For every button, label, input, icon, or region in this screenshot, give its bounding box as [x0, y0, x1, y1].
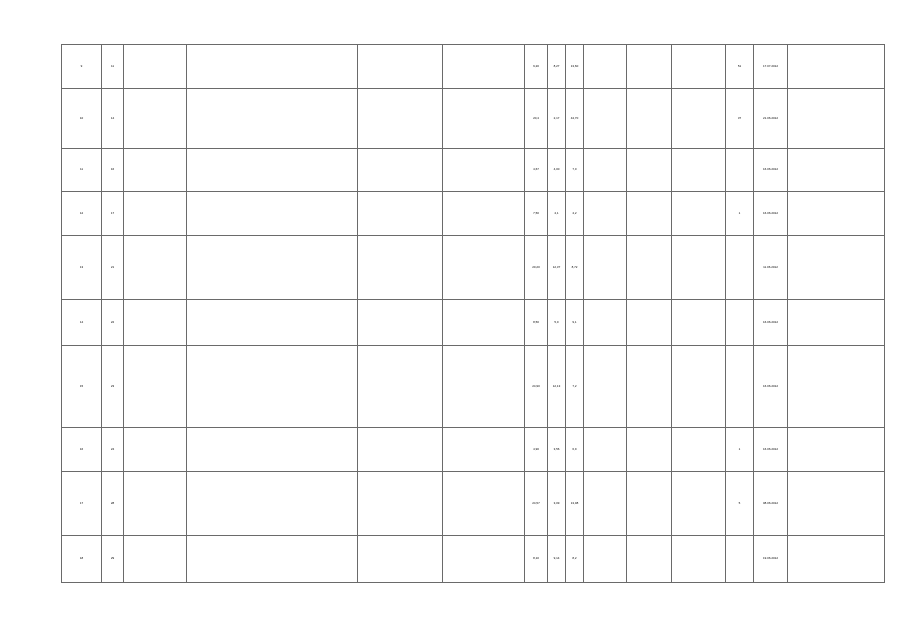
object-name-cell — [124, 300, 187, 346]
object-code-cell: 21 — [102, 236, 124, 300]
quantity-cell — [726, 236, 754, 300]
description-cell — [187, 300, 358, 346]
measure-a-cell: 8,10 — [525, 536, 548, 583]
quantity-cell: 37 — [726, 89, 754, 149]
date-cell: 16.06.2012 — [754, 428, 788, 472]
category-cell — [584, 89, 627, 149]
category-cell — [584, 236, 627, 300]
measure-c-cell: 13,08 — [566, 472, 584, 536]
measure-c-cell: 44,70 — [566, 89, 584, 149]
date-cell: 08.06.2012 — [754, 472, 788, 536]
table-body — [62, 45, 885, 583]
measure-b-cell: 9,14 — [548, 536, 566, 583]
adjacent-cell — [443, 428, 525, 472]
date-cell: 19.06.2012 — [754, 536, 788, 583]
document-reference-cell — [672, 428, 726, 472]
document-reference-cell — [672, 536, 726, 583]
quantity-cell — [726, 346, 754, 428]
boundaries-cell — [358, 536, 443, 583]
description-cell — [187, 346, 358, 428]
boundaries-cell — [358, 346, 443, 428]
object-code-cell: 17 — [102, 192, 124, 236]
object-code-cell: 23 — [102, 346, 124, 428]
adjacent-cell — [443, 300, 525, 346]
measure-a-cell: 9,20 — [525, 45, 548, 89]
adjacent-cell — [443, 45, 525, 89]
document-reference-cell — [672, 149, 726, 192]
measure-b-cell: 5,0 — [548, 300, 566, 346]
table-row — [62, 89, 885, 149]
document-type-cell — [627, 45, 672, 89]
adjacent-cell — [443, 536, 525, 583]
table-row — [62, 192, 885, 236]
document-reference-cell — [672, 89, 726, 149]
measure-c-cell: 9,1 — [566, 300, 584, 346]
boundaries-cell — [358, 300, 443, 346]
category-cell — [584, 428, 627, 472]
adjacent-cell — [443, 89, 525, 149]
description-cell — [187, 192, 358, 236]
boundaries-cell — [358, 149, 443, 192]
boundaries-cell — [358, 236, 443, 300]
quantity-cell: 1 — [726, 428, 754, 472]
document-type-cell — [627, 89, 672, 149]
table-row — [62, 149, 885, 192]
boundaries-cell — [358, 472, 443, 536]
organization-cell — [788, 89, 885, 149]
table-row — [62, 428, 885, 472]
description-cell — [187, 428, 358, 472]
category-cell — [584, 192, 627, 236]
organization-cell — [788, 536, 885, 583]
measure-c-cell: 13,60 — [566, 45, 584, 89]
measure-c-cell: 8,2 — [566, 536, 584, 583]
object-code-cell: 14 — [102, 89, 124, 149]
row-number-cell: 14 — [62, 300, 102, 346]
document-type-cell — [627, 472, 672, 536]
measure-c-cell: 7,2 — [566, 346, 584, 428]
document-type-cell — [627, 236, 672, 300]
document-reference-cell — [672, 346, 726, 428]
measure-a-cell: 4,90 — [525, 428, 548, 472]
date-cell: 17.07.2012 — [754, 45, 788, 89]
registry-table — [61, 44, 885, 583]
document-reference-cell — [672, 192, 726, 236]
measure-a-cell: 8,50 — [525, 300, 548, 346]
adjacent-cell — [443, 192, 525, 236]
document-reference-cell — [672, 45, 726, 89]
document-type-cell — [627, 149, 672, 192]
table-row — [62, 536, 885, 583]
category-cell — [584, 300, 627, 346]
date-cell: 16.06.2012 — [754, 300, 788, 346]
measure-b-cell: 12,37 — [548, 236, 566, 300]
measure-c-cell: 7,0 — [566, 149, 584, 192]
row-number-cell: 17 — [62, 472, 102, 536]
object-code-cell: 11 — [102, 45, 124, 89]
adjacent-cell — [443, 236, 525, 300]
organization-cell — [788, 428, 885, 472]
table-row — [62, 236, 885, 300]
measure-b-cell: 3,09 — [548, 472, 566, 536]
quantity-cell: 51 — [726, 45, 754, 89]
measure-b-cell: 8,27 — [548, 45, 566, 89]
document-type-cell — [627, 346, 672, 428]
row-number-cell: 13 — [62, 236, 102, 300]
measure-c-cell: 4,2 — [566, 192, 584, 236]
adjacent-cell — [443, 149, 525, 192]
object-code-cell: 29 — [102, 536, 124, 583]
row-number-cell: 18 — [62, 536, 102, 583]
organization-cell — [788, 300, 885, 346]
adjacent-cell — [443, 346, 525, 428]
boundaries-cell — [358, 192, 443, 236]
object-name-cell — [124, 192, 187, 236]
object-name-cell — [124, 89, 187, 149]
document-type-cell — [627, 536, 672, 583]
boundaries-cell — [358, 89, 443, 149]
description-cell — [187, 536, 358, 583]
quantity-cell: 5 — [726, 472, 754, 536]
object-name-cell — [124, 236, 187, 300]
category-cell — [584, 536, 627, 583]
measure-a-cell: 24,57 — [525, 472, 548, 536]
object-code-cell: 16 — [102, 149, 124, 192]
document-type-cell — [627, 428, 672, 472]
measure-a-cell: 20,20 — [525, 236, 548, 300]
object-code-cell: 24 — [102, 428, 124, 472]
document-reference-cell — [672, 300, 726, 346]
measure-a-cell: 24,90 — [525, 346, 548, 428]
document-type-cell — [627, 300, 672, 346]
date-cell: 16.06.2012 — [754, 346, 788, 428]
quantity-cell — [726, 536, 754, 583]
measure-c-cell: 8,72 — [566, 236, 584, 300]
organization-cell — [788, 149, 885, 192]
object-name-cell — [124, 149, 187, 192]
category-cell — [584, 45, 627, 89]
document-page — [61, 44, 884, 578]
table-row — [62, 346, 885, 428]
object-name-cell — [124, 45, 187, 89]
boundaries-cell — [358, 428, 443, 472]
row-number-cell: 11 — [62, 149, 102, 192]
date-cell: 16.06.2012 — [754, 149, 788, 192]
description-cell — [187, 149, 358, 192]
measure-b-cell: 4,00 — [548, 149, 566, 192]
quantity-cell: 1 — [726, 192, 754, 236]
date-cell: 16.06.2012 — [754, 192, 788, 236]
row-number-cell: 9 — [62, 45, 102, 89]
organization-cell — [788, 346, 885, 428]
description-cell — [187, 89, 358, 149]
table-row — [62, 472, 885, 536]
measure-a-cell: 4,67 — [525, 149, 548, 192]
organization-cell — [788, 45, 885, 89]
date-cell: 21.06.2012 — [754, 89, 788, 149]
adjacent-cell — [443, 472, 525, 536]
row-number-cell: 15 — [62, 346, 102, 428]
row-number-cell: 12 — [62, 192, 102, 236]
measure-a-cell: 20,4 — [525, 89, 548, 149]
description-cell — [187, 45, 358, 89]
organization-cell — [788, 236, 885, 300]
date-cell: 11.06.2012 — [754, 236, 788, 300]
boundaries-cell — [358, 45, 443, 89]
object-code-cell: 28 — [102, 472, 124, 536]
row-number-cell: 10 — [62, 89, 102, 149]
document-type-cell — [627, 192, 672, 236]
table-row — [62, 45, 885, 89]
object-name-cell — [124, 472, 187, 536]
quantity-cell — [726, 149, 754, 192]
description-cell — [187, 236, 358, 300]
document-reference-cell — [672, 472, 726, 536]
object-name-cell — [124, 428, 187, 472]
organization-cell — [788, 192, 885, 236]
object-name-cell — [124, 536, 187, 583]
quantity-cell — [726, 300, 754, 346]
description-cell — [187, 472, 358, 536]
measure-a-cell: 7,50 — [525, 192, 548, 236]
document-reference-cell — [672, 236, 726, 300]
object-code-cell: 22 — [102, 300, 124, 346]
measure-b-cell: 2,17 — [548, 89, 566, 149]
row-number-cell: 16 — [62, 428, 102, 472]
table-row — [62, 300, 885, 346]
measure-c-cell: 6,9 — [566, 428, 584, 472]
category-cell — [584, 472, 627, 536]
organization-cell — [788, 472, 885, 536]
object-name-cell — [124, 346, 187, 428]
measure-b-cell: 4,1 — [548, 192, 566, 236]
category-cell — [584, 149, 627, 192]
measure-b-cell: 12,13 — [548, 346, 566, 428]
measure-b-cell: 3,56 — [548, 428, 566, 472]
category-cell — [584, 346, 627, 428]
